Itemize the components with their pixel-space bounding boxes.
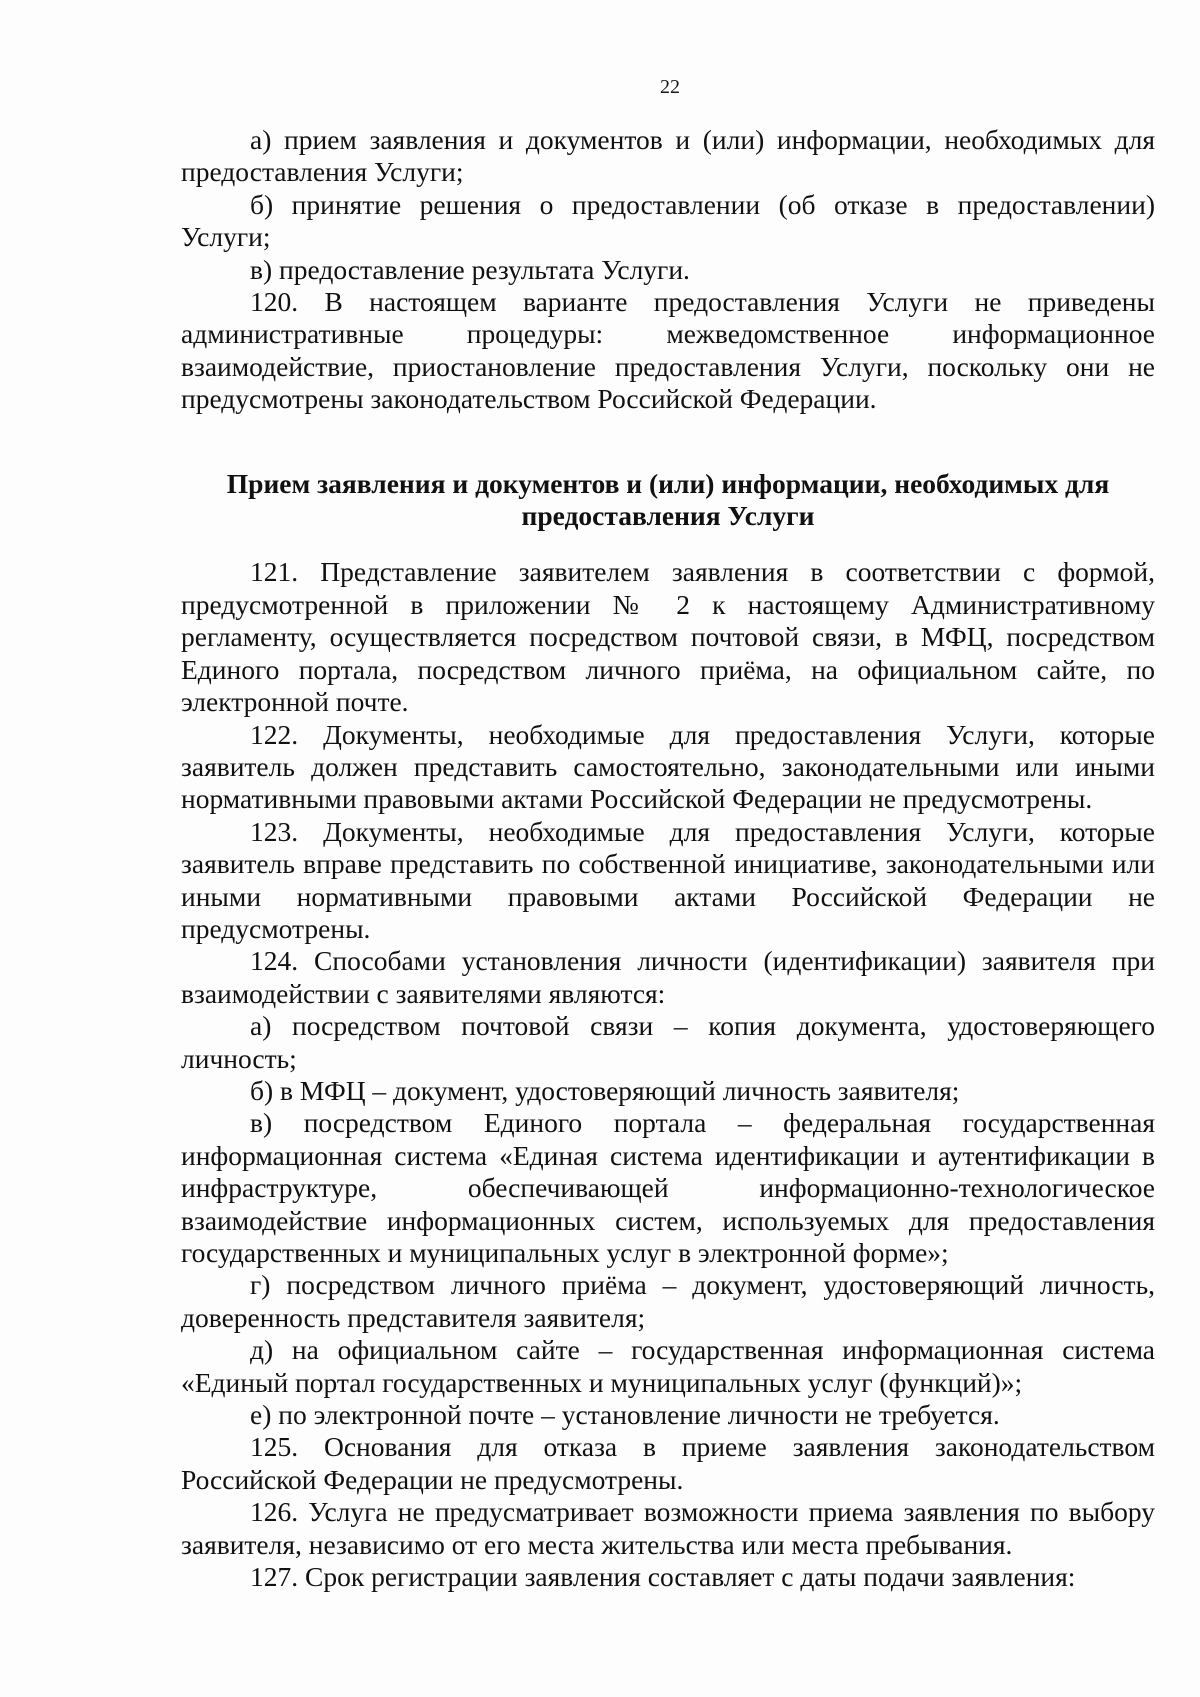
paragraph-122: 122. Документы, необходимые для предоставления Услуги, которые заявитель должен представить самостоятельно, законодательными или иными нормативными правовыми актами Российской Федерации не предусмотрены. (181, 718, 1155, 815)
paragraph-124: 124. Способами установления личности (идентификации) заявителя при взаимодействии с заявителями являются: (181, 945, 1155, 1009)
list-item-d: д) на официальном сайте – государственная информационная система «Единый портал государственных и муниципальных услуг (функций)»; (181, 1334, 1155, 1398)
list-item-v: в) посредством Единого портала – федеральная государственная информационная система «Единая система идентификации и аутентификации в инфраструктуре, обеспечивающей информационно-технологическое взаимодействие информационных систем, используемых для предоставления государственных и муниципальных услуг в электронной форме»; (181, 1107, 1155, 1268)
paragraph-121: 121. Представление заявителем заявления в соответствии с формой, предусмотренной в приложении № 2 к настоящему Административному регламенту, осуществляется посредством почтовой связи, в МФЦ, посредством Единого портала, посредством личного приёма, на официальном сайте, по электронной почте. (181, 556, 1155, 718)
list-item-b: б) принятие решения о предоставлении (об отказе в предоставлении) Услуги; (181, 188, 1155, 253)
section-heading: Прием заявления и документов и (или) информации, необходимых для предоставления Услуги (226, 467, 1110, 532)
list-item-v: в) предоставление результата Услуги. (250, 253, 690, 285)
list-item-a: а) посредством почтовой связи – копия документа, удостоверяющего личность; (181, 1010, 1155, 1074)
list-item-e: е) по электронной почте – установление личности не требуется. (250, 1399, 1000, 1431)
page-number: 22 (660, 76, 680, 98)
list-item-a: а) прием заявления и документов и (или) информации, необходимых для предоставления Услуги; (181, 124, 1155, 188)
paragraph-125: 125. Основания для отказа в приеме заявления законодательством Российской Федерации не предусмотрены. (181, 1431, 1155, 1495)
paragraph-126: 126. Услуга не предусматривает возможности приема заявления по выбору заявителя, независимо от его места жительства или места пребывания. (181, 1496, 1155, 1560)
paragraph-127: 127. Срок регистрации заявления составляет с даты подачи заявления: (250, 1561, 1076, 1593)
list-item-g: г) посредством личного приёма – документ, удостоверяющий личность, доверенность представителя заявителя; (181, 1269, 1155, 1333)
paragraph-123: 123. Документы, необходимые для предоставления Услуги, которые заявитель вправе представить по собственной инициативе, законодательными или иными нормативными правовыми актами Российской Федерации не предусмотрены. (181, 815, 1155, 944)
paragraph-120: 120. В настоящем варианте предоставления Услуги не приведены административные процедуры: межведомственное информационное взаимодействие, приостановление предоставления Услуги, поскольку они не предусмотрены законодательством Российской Федерации. (181, 286, 1155, 415)
list-item-b: б) в МФЦ – документ, удостоверяющий личность заявителя; (250, 1074, 960, 1106)
document-body (181, 124, 1155, 1593)
